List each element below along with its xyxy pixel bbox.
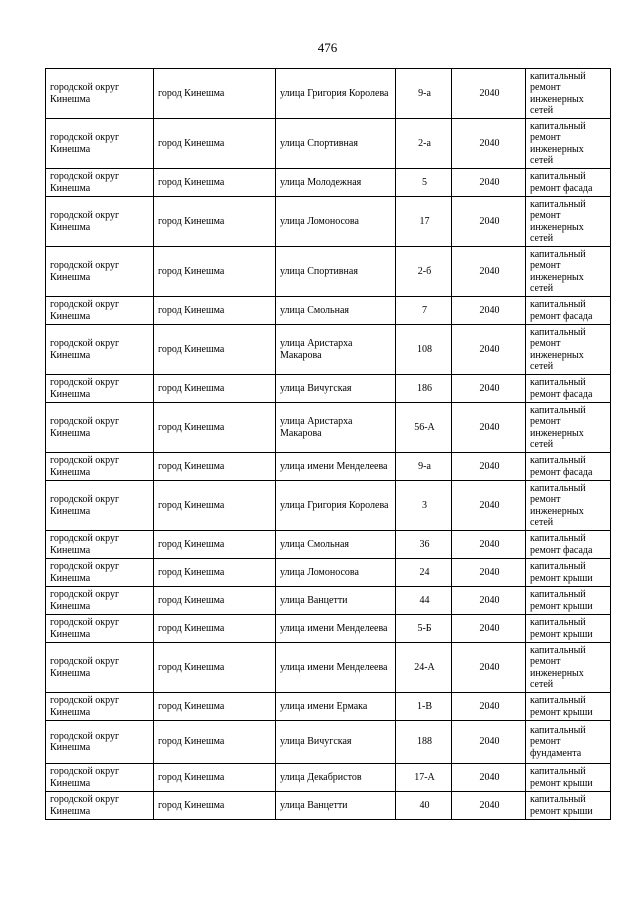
city-cell: город Кинешма <box>154 693 276 721</box>
street-cell: улица Григория Королева <box>276 481 396 531</box>
house-number-cell: 5 <box>396 169 452 197</box>
district-cell: городской округ Кинешма <box>46 69 154 119</box>
district-cell: городской округ Кинешма <box>46 531 154 559</box>
year-cell: 2040 <box>452 247 526 297</box>
house-number-cell: 9-а <box>396 453 452 481</box>
work-type-cell: капитальный ремонт крыши <box>526 792 611 820</box>
year-cell: 2040 <box>452 615 526 643</box>
district-cell: городской округ Кинешма <box>46 375 154 403</box>
district-cell: городской округ Кинешма <box>46 325 154 375</box>
street-cell: улица имени Менделеева <box>276 453 396 481</box>
work-type-cell: капитальный ремонт крыши <box>526 615 611 643</box>
table-row <box>46 643 611 693</box>
house-number-cell: 7 <box>396 297 452 325</box>
city-cell: город Кинешма <box>154 531 276 559</box>
work-type-cell: капитальный ремонт инженерных сетей <box>526 481 611 531</box>
street-cell: улица Вичугская <box>276 375 396 403</box>
table-row <box>46 481 611 531</box>
repair-schedule-table <box>45 68 611 820</box>
table-row <box>46 119 611 169</box>
city-cell: город Кинешма <box>154 587 276 615</box>
house-number-cell: 24-А <box>396 643 452 693</box>
house-number-cell: 40 <box>396 792 452 820</box>
city-cell: город Кинешма <box>154 69 276 119</box>
house-number-cell: 56-А <box>396 403 452 453</box>
house-number-cell: 3 <box>396 481 452 531</box>
year-cell: 2040 <box>452 721 526 764</box>
year-cell: 2040 <box>452 69 526 119</box>
street-cell: улица Ломоносова <box>276 197 396 247</box>
house-number-cell: 1-В <box>396 693 452 721</box>
work-type-cell: капитальный ремонт инженерных сетей <box>526 403 611 453</box>
table-row <box>46 615 611 643</box>
table-body <box>46 69 611 820</box>
district-cell: городской округ Кинешма <box>46 693 154 721</box>
table-row <box>46 453 611 481</box>
table-row <box>46 247 611 297</box>
city-cell: город Кинешма <box>154 197 276 247</box>
year-cell: 2040 <box>452 197 526 247</box>
table-row <box>46 375 611 403</box>
table-row <box>46 764 611 792</box>
house-number-cell: 9-а <box>396 69 452 119</box>
city-cell: город Кинешма <box>154 792 276 820</box>
city-cell: город Кинешма <box>154 559 276 587</box>
district-cell: городской округ Кинешма <box>46 615 154 643</box>
city-cell: город Кинешма <box>154 764 276 792</box>
year-cell: 2040 <box>452 119 526 169</box>
house-number-cell: 188 <box>396 721 452 764</box>
house-number-cell: 2-б <box>396 247 452 297</box>
year-cell: 2040 <box>452 559 526 587</box>
city-cell: город Кинешма <box>154 453 276 481</box>
work-type-cell: капитальный ремонт крыши <box>526 693 611 721</box>
district-cell: городской округ Кинешма <box>46 119 154 169</box>
year-cell: 2040 <box>452 297 526 325</box>
street-cell: улица Спортивная <box>276 119 396 169</box>
year-cell: 2040 <box>452 169 526 197</box>
street-cell: улица Декабристов <box>276 764 396 792</box>
street-cell: улица Аристарха Макарова <box>276 403 396 453</box>
city-cell: город Кинешма <box>154 403 276 453</box>
house-number-cell: 36 <box>396 531 452 559</box>
district-cell: городской округ Кинешма <box>46 297 154 325</box>
district-cell: городской округ Кинешма <box>46 481 154 531</box>
house-number-cell: 44 <box>396 587 452 615</box>
year-cell: 2040 <box>452 375 526 403</box>
city-cell: город Кинешма <box>154 375 276 403</box>
street-cell: улица Смольная <box>276 531 396 559</box>
district-cell: городской округ Кинешма <box>46 559 154 587</box>
house-number-cell: 2-а <box>396 119 452 169</box>
street-cell: улица Вичугская <box>276 721 396 764</box>
year-cell: 2040 <box>452 693 526 721</box>
table-row <box>46 531 611 559</box>
street-cell: улица Молодежная <box>276 169 396 197</box>
house-number-cell: 5-Б <box>396 615 452 643</box>
work-type-cell: капитальный ремонт фасада <box>526 531 611 559</box>
year-cell: 2040 <box>452 403 526 453</box>
year-cell: 2040 <box>452 643 526 693</box>
table-row <box>46 587 611 615</box>
work-type-cell: капитальный ремонт фасада <box>526 297 611 325</box>
work-type-cell: капитальный ремонт фасада <box>526 169 611 197</box>
work-type-cell: капитальный ремонт инженерных сетей <box>526 197 611 247</box>
district-cell: городской округ Кинешма <box>46 643 154 693</box>
district-cell: городской округ Кинешма <box>46 453 154 481</box>
street-cell: улица имени Ермака <box>276 693 396 721</box>
district-cell: городской округ Кинешма <box>46 403 154 453</box>
work-type-cell: капитальный ремонт инженерных сетей <box>526 643 611 693</box>
year-cell: 2040 <box>452 764 526 792</box>
street-cell: улица Спортивная <box>276 247 396 297</box>
city-cell: город Кинешма <box>154 247 276 297</box>
city-cell: город Кинешма <box>154 721 276 764</box>
year-cell: 2040 <box>452 587 526 615</box>
table-row <box>46 197 611 247</box>
work-type-cell: капитальный ремонт фундамента <box>526 721 611 764</box>
city-cell: город Кинешма <box>154 119 276 169</box>
street-cell: улица Ломоносова <box>276 559 396 587</box>
district-cell: городской округ Кинешма <box>46 197 154 247</box>
house-number-cell: 17-А <box>396 764 452 792</box>
district-cell: городской округ Кинешма <box>46 587 154 615</box>
district-cell: городской округ Кинешма <box>46 792 154 820</box>
city-cell: город Кинешма <box>154 325 276 375</box>
work-type-cell: капитальный ремонт инженерных сетей <box>526 69 611 119</box>
table-row <box>46 559 611 587</box>
street-cell: улица Ванцетти <box>276 792 396 820</box>
year-cell: 2040 <box>452 531 526 559</box>
work-type-cell: капитальный ремонт крыши <box>526 587 611 615</box>
house-number-cell: 108 <box>396 325 452 375</box>
work-type-cell: капитальный ремонт крыши <box>526 764 611 792</box>
year-cell: 2040 <box>452 481 526 531</box>
city-cell: город Кинешма <box>154 169 276 197</box>
table-row <box>46 403 611 453</box>
district-cell: городской округ Кинешма <box>46 247 154 297</box>
year-cell: 2040 <box>452 453 526 481</box>
house-number-cell: 24 <box>396 559 452 587</box>
city-cell: город Кинешма <box>154 481 276 531</box>
street-cell: улица Ванцетти <box>276 587 396 615</box>
table-row <box>46 169 611 197</box>
district-cell: городской округ Кинешма <box>46 721 154 764</box>
city-cell: город Кинешма <box>154 297 276 325</box>
street-cell: улица Аристарха Макарова <box>276 325 396 375</box>
work-type-cell: капитальный ремонт инженерных сетей <box>526 119 611 169</box>
table-row <box>46 792 611 820</box>
year-cell: 2040 <box>452 325 526 375</box>
house-number-cell: 186 <box>396 375 452 403</box>
table-row <box>46 69 611 119</box>
district-cell: городской округ Кинешма <box>46 764 154 792</box>
work-type-cell: капитальный ремонт инженерных сетей <box>526 247 611 297</box>
work-type-cell: капитальный ремонт фасада <box>526 375 611 403</box>
work-type-cell: капитальный ремонт крыши <box>526 559 611 587</box>
table-row <box>46 297 611 325</box>
city-cell: город Кинешма <box>154 615 276 643</box>
house-number-cell: 17 <box>396 197 452 247</box>
table-row <box>46 721 611 764</box>
street-cell: улица имени Менделеева <box>276 643 396 693</box>
work-type-cell: капитальный ремонт фасада <box>526 453 611 481</box>
street-cell: улица Смольная <box>276 297 396 325</box>
street-cell: улица Григория Королева <box>276 69 396 119</box>
street-cell: улица имени Менделеева <box>276 615 396 643</box>
page-number: 476 <box>317 40 338 55</box>
table-row <box>46 325 611 375</box>
city-cell: город Кинешма <box>154 643 276 693</box>
work-type-cell: капитальный ремонт инженерных сетей <box>526 325 611 375</box>
year-cell: 2040 <box>452 792 526 820</box>
district-cell: городской округ Кинешма <box>46 169 154 197</box>
table-row <box>46 693 611 721</box>
